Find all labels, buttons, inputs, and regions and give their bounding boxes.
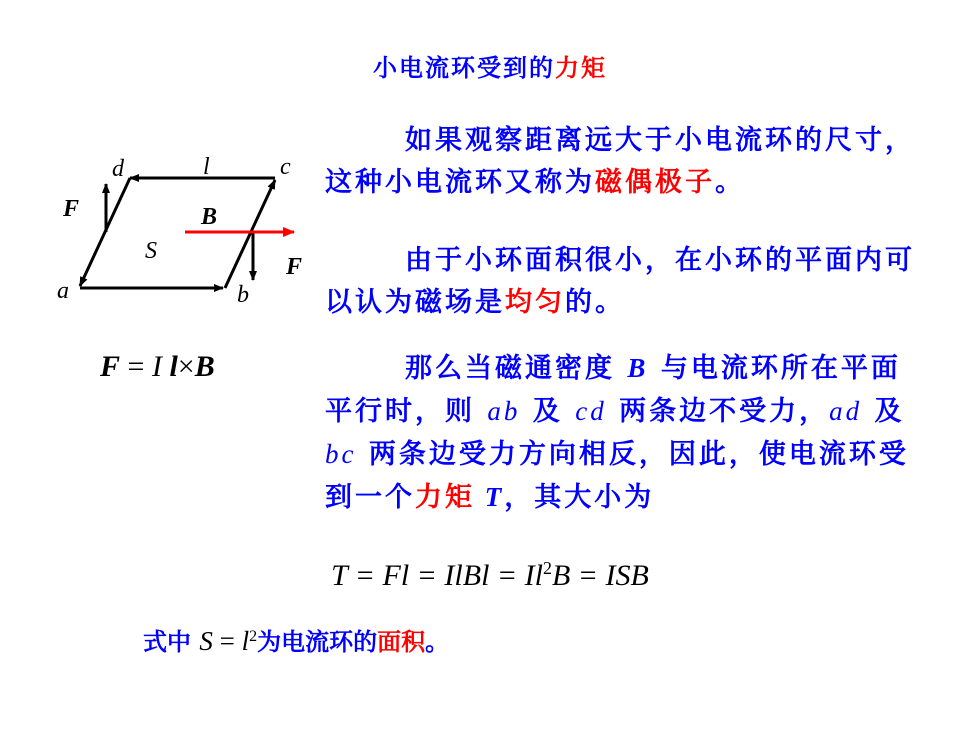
title-text: 小电流环受到的	[373, 53, 555, 82]
para3-bc: bc	[325, 439, 357, 469]
formula-F: F	[100, 350, 121, 383]
bottom-l: l	[241, 626, 250, 656]
label-a: a	[57, 278, 69, 304]
formula-times: ×	[177, 350, 195, 383]
label-c: c	[280, 154, 291, 180]
torque-formula-text: T = Fl = IlBl = Il	[331, 559, 543, 592]
torque-formula-rest: B = ISB	[551, 559, 649, 592]
slide-title	[0, 48, 980, 83]
bottom-end: 。	[425, 627, 450, 656]
para3-highlight: 力矩	[415, 482, 475, 513]
label-F-left: F	[63, 196, 80, 222]
torque-formula-sup: 2	[542, 558, 552, 578]
bottom-highlight: 面积	[377, 627, 426, 656]
paragraph-uniform-field	[325, 240, 925, 324]
para3-t4: 两条边不受力，	[606, 396, 830, 427]
para3-ab: ab	[487, 396, 521, 426]
label-d: d	[112, 156, 124, 182]
label-b: b	[237, 282, 249, 308]
para3-ad: ad	[829, 396, 863, 426]
bottom-sup: 2	[249, 628, 258, 645]
para3-T: T	[475, 482, 505, 512]
current-loop-diagram	[40, 140, 350, 460]
para1-end: 。	[715, 167, 745, 198]
bottom-eq: =	[212, 626, 242, 656]
bottom-t2: 为电流环的	[257, 627, 378, 656]
label-F-right: F	[286, 254, 303, 280]
para3-t3: 及	[520, 396, 576, 427]
bottom-t1: 式中	[143, 627, 191, 656]
label-l: l	[203, 154, 210, 180]
para3-t1: 那么当磁通密度	[405, 353, 628, 384]
para3-t6: 两条边受力方向相反，因此，使电流环受到一个	[325, 439, 909, 513]
paragraph-dipole	[325, 120, 925, 204]
para3-B: B	[627, 353, 649, 383]
para1-text: 如果观察距离远大于小电流环的尺寸，这种小电流环又称为	[325, 125, 915, 198]
force-formula	[100, 350, 215, 384]
formula-eq: =	[120, 350, 152, 383]
formula-I: I	[151, 350, 162, 383]
title-highlight: 力矩	[555, 53, 607, 82]
torque-formula	[0, 558, 980, 593]
area-definition	[143, 622, 449, 657]
bottom-S: S	[199, 626, 213, 656]
para3-t2: 与电流环所在平面平行时，则	[325, 353, 901, 427]
para2-highlight: 均匀	[505, 287, 565, 318]
para3-cd: cd	[575, 396, 607, 426]
label-B: B	[201, 204, 218, 230]
para3-t7: ，其大小为	[504, 482, 655, 513]
para2-end: 的。	[565, 287, 625, 318]
para3-t5: 及	[862, 396, 905, 427]
label-S: S	[145, 238, 157, 264]
para1-highlight: 磁偶极子	[595, 167, 715, 198]
formula-l: l	[169, 350, 178, 383]
para2-text: 由于小环面积很小，在小环的平面内可以认为磁场是	[325, 245, 915, 318]
paragraph-torque	[325, 347, 925, 519]
formula-B: B	[194, 350, 215, 383]
edge-bc	[225, 180, 275, 288]
